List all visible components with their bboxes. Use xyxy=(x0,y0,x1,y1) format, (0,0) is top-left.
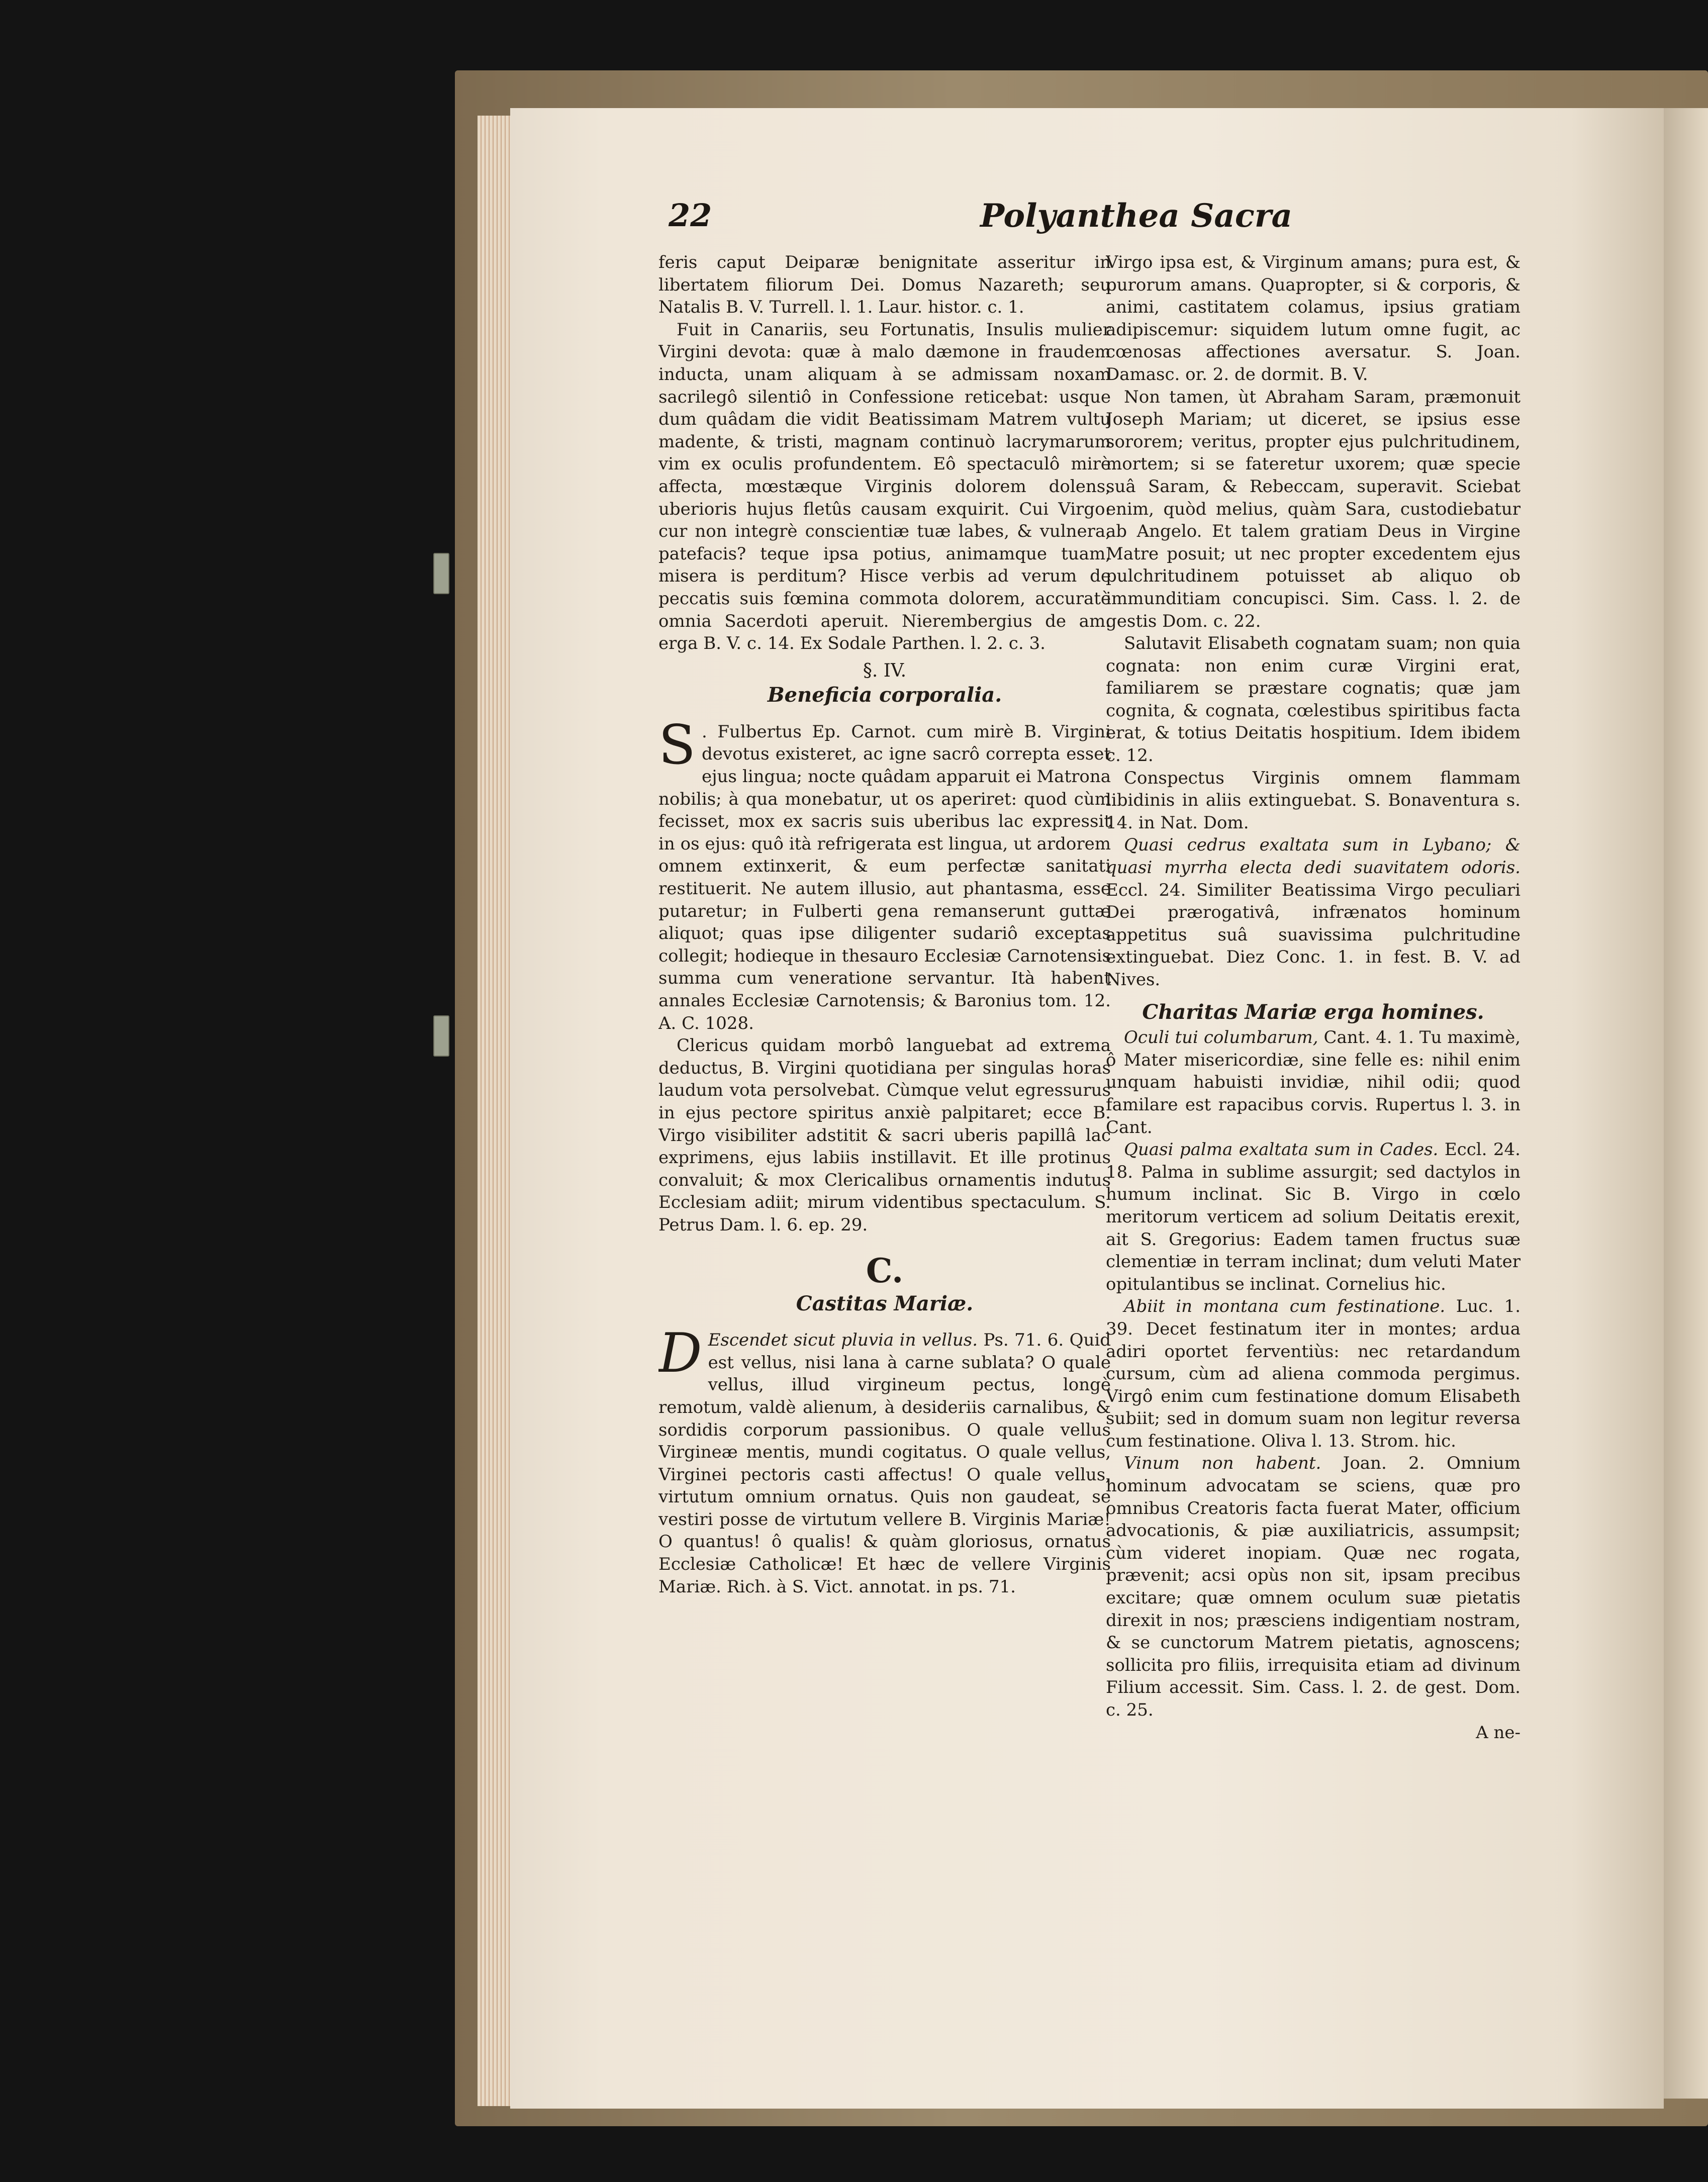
binding-clip xyxy=(433,553,449,594)
binding-clip xyxy=(433,1015,449,1057)
scripture-quote: Abiit in montana cum festinatione. xyxy=(1124,1296,1446,1317)
paragraph: Non tamen, ùt Abraham Saram, præmonuit Joseph Mariam; ut diceret, se ipsius esse sororem; veritus, propter ejus pulchritudinem, mortem; si se fateretur uxorem; quæ specie suâ Saram, & Rebeccam, superavit. Sciebat enim, quòd melius, quàm Sara, custodiebatur ab Angelo. Et talem gratiam Deus in Virgine Matre posuit; ut nec propter excedentem ejus pulchritudinem potuisset ab aliquo ob immunditiam concupisci. Sim. Cass. l. 2. de gestis Dom. c. 22. xyxy=(1106,387,1521,631)
paragraph: feris caput Deiparæ benignitate asseritur in libertatem filiorum Dei. Domus Nazareth; seu Natalis B. V. Turrell. l. 1. Laur. histor. c. 1. xyxy=(658,252,1111,318)
section-title: Charitas Mariæ erga homines. xyxy=(1142,1000,1484,1024)
paragraph: Fuit in Canariis, seu Fortunatis, Insulis mulier Virgini devota: quæ à malo dæmone in fraudem inducta, unam aliquam à se admissam noxam sacrilegô silentiô in Confessione reticebat: usque dum quâdam die vidit Beatissimam Matrem vultu madente, & tristi, magnam continuò lacrymarum vim ex oculis profundentem. Eô spectaculô mirè affecta, mœstæque Virginis dolorem dolens, uberioris hujus fletûs causam exquirit. Cui Virgo: cur non integrè conscientiæ tuæ labes, & vulnera, patefacis? teque ipsa potius, animamque tuam, misera is perditum? Hisce verbis ad verum de peccatis suis fœmina commota dolorem, accuratè omnia Sacerdoti aperuit. Nierembergius de am. erga B. V. c. 14. Ex Sodale Parthen. l. 2. c. 3. xyxy=(658,319,1111,654)
catchword: A ne- xyxy=(1476,1722,1521,1743)
paragraph-text: Eccl. 24. 18. Palma in sublime assurgit; sed dactylos in humum inclinat. Sic B. Virgo in cœlo meritorum verticem ad solium Deitatis erexit, ait S. Gregorius: Eadem tamen fructus suæ clementiæ in terram inclinat; dum veluti Mater opitulantibus se inclinat. Cornelius hic. xyxy=(1106,1140,1521,1294)
section-number: §. IV. xyxy=(863,660,907,681)
paragraph xyxy=(1106,1139,1521,1295)
paragraph-text: Eccl. 24. Similiter Beatissima Virgo peculiari Dei prærogativâ, infrænatos hominum appetitus suâ suavissima pulchritudine extinguebat. Diez Conc. 1. in fest. B. V. ad Nives. xyxy=(1106,880,1521,990)
page-number: 22 xyxy=(669,197,712,234)
paragraph-text: Ps. 71. 6. Quid est vellus, nisi lana à carne sublata? O quale vellus, illud virgineum pectus, longè remotum, valdè alienum, à desideriis carnalibus, & sordidis corporum passionibus. O quale vellus Virgineæ mentis, mundi cogitatus. O quale vellus, Virginei pectoris casti affectus! O quale vellus, virtutum omnium ornatus. Quis non gaudeat, se vestiri posse de virtutum vellere B. Virginis Mariæ! O quantus! ô qualis! & quàm gloriosus, ornatus Ecclesiæ Catholicæ! Et hæc de vellere Virginis Mariæ. Rich. à S. Vict. annotat. in ps. 71. xyxy=(658,1330,1111,1597)
section-title: Beneficia corporalia. xyxy=(767,683,1002,707)
running-title: Polyanthea Sacra xyxy=(980,197,1292,235)
paragraph-text: Joan. 2. Omnium hominum advocatam se sciens, quæ pro omnibus Creatoris facta fuerat Mater, officium advocationis, & piæ auxiliatricis, assumpsit; cùm videret inopiam. Quæ nec rogata, prævenit; acsi opùs non sit, ipsam precibus excitare; quæ omnem oculum suæ pietatis direxit in nos; præsciens indigentiam nostram, & se cunctorum Matrem pietatis, agnoscens; sollicita pro filiis, irrequisita etiam ad divinum Filium accessit. Sim. Cass. l. 2. de gest. Dom. c. 25. xyxy=(1106,1453,1521,1720)
facing-page-edge xyxy=(1659,108,1708,2099)
scripture-quote: Vinum non habent. xyxy=(1124,1453,1321,1474)
chapter-letter: C. xyxy=(866,1251,904,1290)
paragraph: Clericus quidam morbô languebat ad extrema deductus, B. Virgini quotidiana per singulas horas laudum vota persolvebat. Cùmque velut egressurus in ejus pectore spiritus anxiè palpitaret; ecce B. Virgo visibiliter adstitit & sacri uberis papillâ lac exprimens, ejus labiis instillavit. Et ille protinus convaluit; & mox Clericalibus ornamentis indutus Ecclesiam adiit; mirum videntibus spectaculum. S. Petrus Dam. l. 6. ep. 29. xyxy=(658,1035,1111,1235)
paragraph xyxy=(658,713,1111,1034)
page-header xyxy=(669,197,1292,242)
scripture-quote: Quasi palma exaltata sum in Cades. xyxy=(1124,1140,1439,1160)
paragraph-text: Luc. 1. 39. Decet festinatum iter in montes; ardua adiri oportet ferventiùs: nec retardandum cursum, cùm ad aliena commoda pergimus. Virgô enim cum festinatione domum Elisabeth subiit; sed in domum suam non legitur reversa cum festinatione. Oliva l. 13. Strom. hic. xyxy=(1106,1296,1521,1451)
chapter-title: Castitas Mariæ. xyxy=(796,1291,974,1315)
drop-initial: D xyxy=(658,1322,702,1385)
scripture-quote: Quasi cedrus exaltata sum in Lybano; & quasi myrrha electa dedi suavitatem odoris. xyxy=(1106,835,1521,878)
paragraph: Virgo ipsa est, & Virginum amans; pura est, & purorum amans. Quapropter, si & corporis, & animi, castitatem colamus, ipsius gratiam adipiscemur: siquidem lutum omne fugit, ac cœnosas affectiones aversatur. S. Joan. Damasc. or. 2. de dormit. B. V. xyxy=(1106,252,1521,385)
paragraph xyxy=(1106,1452,1521,1721)
paragraph-text: . Fulbertus Ep. Carnot. cum mirè B. Virgini devotus existeret, ac igne sacrô correpta esset ejus lingua; nocte quâdam apparuit ei Matrona nobilis; à qua monebatur, ut os aperiret: quod cùm fecisset, mox ex sacris suis uberibus lac expressit in os ejus: quô ità refrigerata est lingua, ut ardorem omnem extinxerit, & eum perfectæ sanitati restituerit. Ne autem illusio, aut phantasma, esse putaretur; in Fulberti gena remanserunt guttæ aliquot; quas ipse diligenter sudariô exceptas collegit; hodieque in thesauro Ecclesiæ Carnotensis summa cum veneratione servantur. Ità habent annales Ecclesiæ Carnotensis; & Baronius tom. 12. A. C. 1028. xyxy=(658,721,1111,1033)
paragraph xyxy=(658,1322,1111,1598)
left-column xyxy=(658,251,1111,2021)
paragraph xyxy=(1106,1295,1521,1452)
scripture-quote: Oculi tui columbarum, xyxy=(1124,1027,1318,1048)
scripture-quote: Escendet sicut pluvia in vellus. xyxy=(708,1330,978,1351)
paragraph: Salutavit Elisabeth cognatam suam; non quia cognata: non enim curæ Virgini erat, familiarem se præstare cognatis; quæ jam cognita, & cognata, cœlestibus spiritibus facta erat, & totius Deitatis hospitium. Idem ibidem c. 12. xyxy=(1106,633,1521,766)
paragraph-text: Cant. 4. 1. Tu maximè, ô Mater misericordiæ, sine felle es: nihil enim unquam habuisti invidiæ, nihil odii; quod familare est rapacibus corvis. Rupertus l. 3. in Cant. xyxy=(1106,1027,1521,1137)
paragraph xyxy=(1106,1026,1521,1139)
paragraph xyxy=(1106,834,1521,991)
drop-initial: S xyxy=(658,713,696,777)
right-column xyxy=(1106,251,1521,2021)
paragraph: Conspectus Virginis omnem flammam libidinis in aliis extinguebat. S. Bonaventura s. 14. in Nat. Dom. xyxy=(1106,768,1521,833)
